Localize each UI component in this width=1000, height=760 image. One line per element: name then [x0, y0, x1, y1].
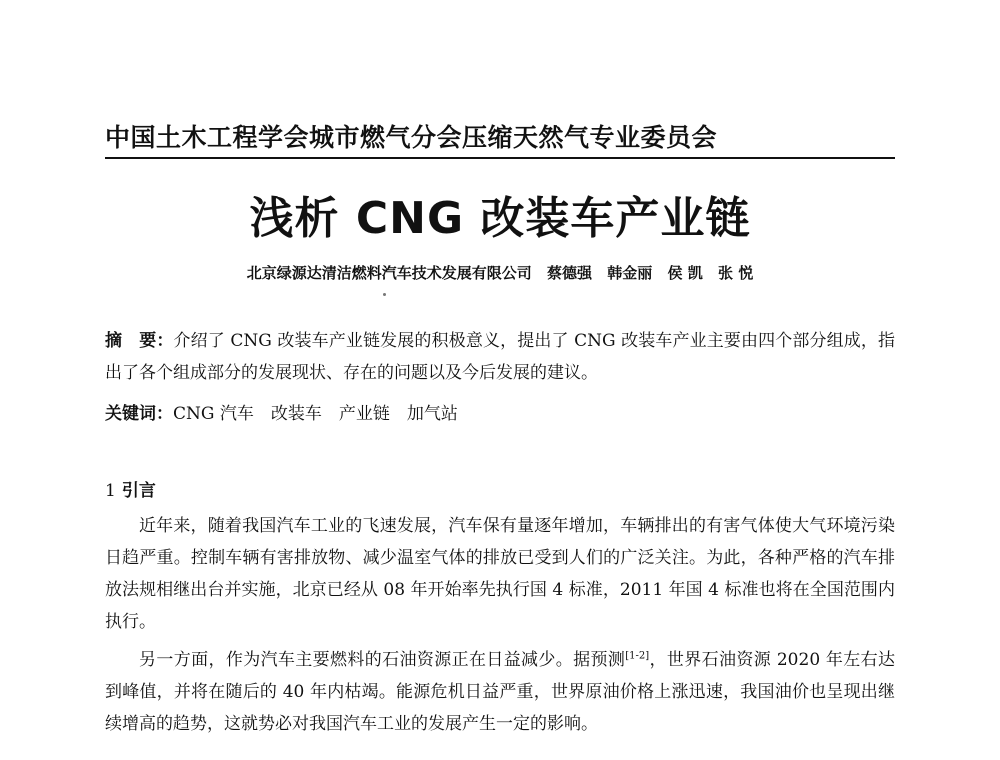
author-line [0, 262, 1000, 283]
keywords-label: 关键词： [105, 404, 173, 424]
affiliation: 北京绿源达清洁燃料汽车技术发展有限公司 [246, 264, 532, 282]
header-rule [105, 157, 895, 159]
section-number: 1 [105, 481, 116, 501]
section-heading [105, 475, 156, 507]
paragraph-2 [105, 644, 895, 740]
author-name: 蔡德强 [547, 264, 593, 282]
paper-title: 浅析 CNG 改装车产业链 [249, 193, 751, 244]
journal-header: 中国土木工程学会城市燃气分会压缩天然气专业委员会 [105, 123, 718, 152]
author-name: 侯 凯 [667, 264, 703, 282]
paragraph-2-start: 另一方面，作为汽车主要燃料的石油资源正在日益减少。据预测 [139, 650, 626, 670]
author-name: 韩金丽 [607, 264, 653, 282]
abstract-label: 摘 要： [105, 331, 174, 351]
abstract [105, 325, 895, 389]
citation-ref: [1-2] [625, 650, 650, 662]
scan-speck [383, 293, 386, 296]
section-title: 引言 [121, 481, 156, 501]
keywords [105, 398, 895, 430]
body-text [105, 510, 895, 746]
keywords-text: CNG 汽车 改装车 产业链 加气站 [173, 404, 458, 424]
author-name: 张 悦 [717, 264, 754, 282]
paragraph-1: 近年来，随着我国汽车工业的飞速发展，汽车保有量逐年增加，车辆排出的有害气体使大气环境污染日趋严重。控制车辆有害排放物、减少温室气体的排放已受到人们的广泛关注。为此，各种严格的汽车排放法规相继出台并实施，北京已经从 08 年开始率先执行国 4 标准，2011 年国 4 标准也将在全国范围内执行。 [105, 516, 895, 632]
abstract-text: 介绍了 CNG 改装车产业链发展的积极意义，提出了 CNG 改装车产业主要由四个部分组成，指出了各个组成部分的发展现状、存在的问题以及今后发展的建议。 [105, 331, 895, 383]
paragraph-2-end: ，世界石油资源 2020 年左右达到峰值，并将在随后的 40 年内枯竭。能源危机日益严重，世界原油价格上涨迅速，我国油价也呈现出继续增高的趋势，这就势必对我国汽车工业的发展产生一定的影响。 [105, 650, 896, 734]
